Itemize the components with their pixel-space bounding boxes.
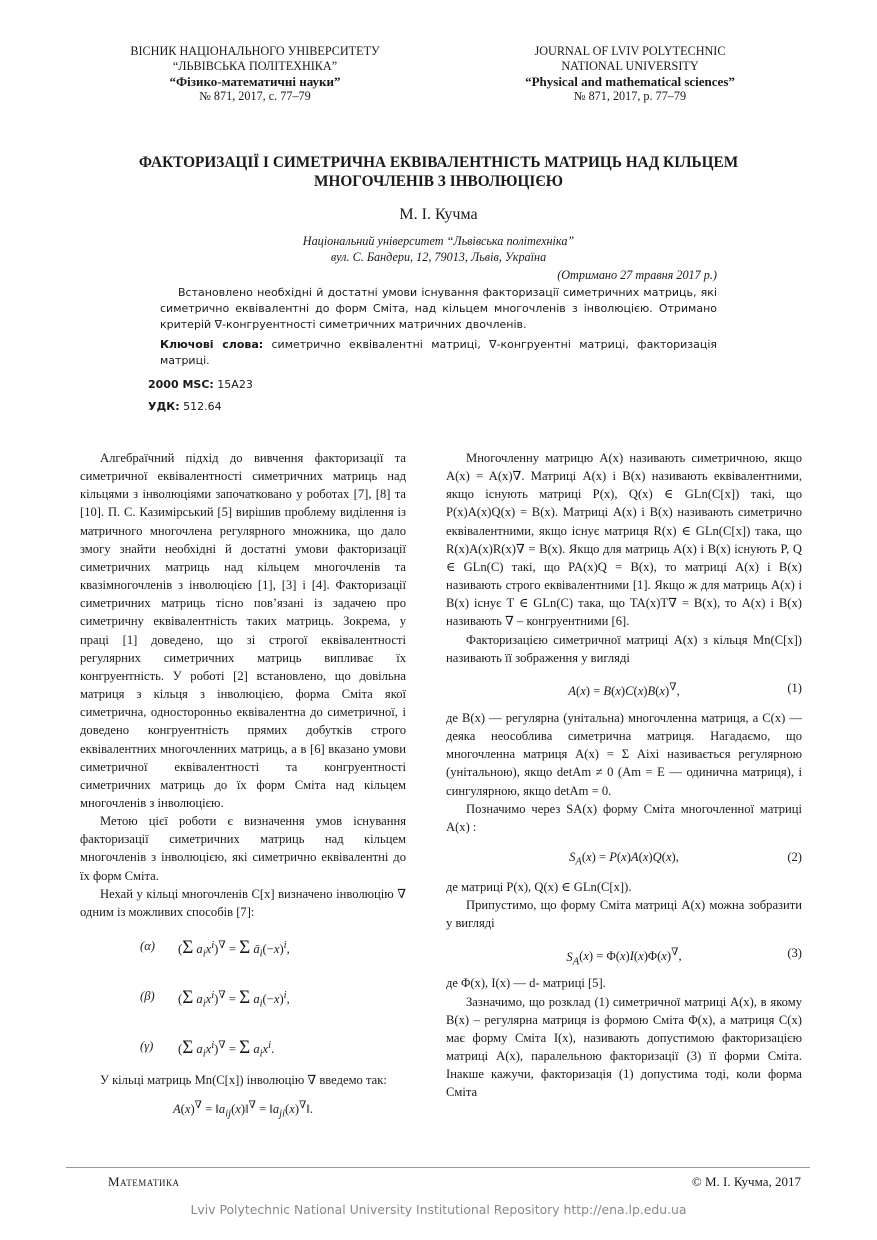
equation-expression: (Σ $a_ix^i)^\nabla = \Sigma$ $a_i(-x)^i$,	[178, 987, 290, 1010]
header-series: “Physical and mathematical sciences”	[525, 74, 735, 89]
equation-expression: $A(x)^\nabla = ‖a_{ij}(x)‖^\nabla$ = $‖a_{ji}(x)^\nabla‖$.	[172, 1100, 314, 1120]
equation-expression: $S_A(x) = \Phi(x)I(x)\Phi(x)^\nabla$,	[566, 947, 682, 968]
paragraph: де B(x) — регулярна (унітальна) многочленна матриця, а C(x) — деяка неособлива симетрична матриця. Нагадаємо, що многочленна матриця A(x) = Σ Aixi називається регулярною (унітальною), якщо detAm ≠ 0 (Am = E — одинична матриця), і сингулярною, якщо detAm = 0.	[446, 710, 802, 798]
equation-expression: A(x) = B(x)C(x)B(x)∇,	[568, 681, 680, 699]
right-column	[446, 449, 802, 1102]
equation-2	[446, 840, 802, 874]
repository-watermark: Lviv Polytechnic National University Institutional Repository http://ena.lp.edu.ua	[190, 1202, 687, 1217]
msc-line	[148, 374, 253, 396]
classification	[148, 374, 253, 418]
header-issue: № 871, 2017, p. 77–79	[573, 89, 687, 103]
udk-line	[148, 396, 253, 418]
paragraph: Многочленну матрицю A(x) називають симетричною, якщо A(x) = A(x)∇. Матриці A(x) і B(x) називають еквівалентними, якщо існують матриці P(x), Q(x) ∈ GLn(C[x]) такі, що P(x)A(x)Q(x) = B(x). Матриці A(x) і B(x) називають симетрично еквівалентними, якщо існує матриця R(x) ∈ GLn(C[x]) така, що R(x)A(x)R(x)∇ = B(x). Якщо для матриць A(x) і B(x) існують P, Q ∈ GLn(C) такі, що PA(x)Q = B(x), то матриці A(x) і B(x) називають строго еквівалентними [1]. Якщо ж для матриць A(x) і B(x) існує T ∈ GLn(C) така, що TA(x)T∇ = B(x), то A(x) і B(x) називають ∇ – конгруентними [6].	[446, 451, 802, 629]
affiliation	[0, 233, 877, 265]
equation-number: (1)	[787, 680, 802, 695]
equation-1	[446, 671, 802, 705]
title-line: ФАКТОРИЗАЦІЇ І СИМЕТРИЧНА ЕКВІВАЛЕНТНІСТЬ МАТРИЦЬ НАД КІЛЬЦЕМ	[138, 154, 739, 171]
journal-header-ukrainian	[95, 44, 415, 104]
keywords-text: симетрично еквівалентні матриці, ∇-конгруентні матриці, факторизація матриці.	[160, 338, 717, 367]
keywords	[160, 337, 717, 369]
left-column	[80, 449, 406, 1123]
received-date: (Отримано 27 травня 2017 р.)	[557, 268, 717, 282]
paragraph: У кільці матриць Mn(C[x]) інволюцію ∇ введемо так:	[100, 1073, 387, 1088]
keywords-label: Ключові слова:	[160, 338, 264, 351]
paragraph: Зазначимо, що розклад (1) симетричної матриці A(x), в якому B(x) – регулярна матриця із формою Сміта Φ(x), а матриця C(x) має форму Сміта I(x), називають допустимою факторизацією матриці A(x), паралельною факторизації (3) її форми Сміта. Інакше кажучи, факторизація (1) допустима тоді, коли форма Сміта	[446, 994, 802, 1100]
equation-label: (γ)	[140, 1039, 154, 1054]
paragraph: Алгебраїчний підхід до вивчення факторизації та симетричної еквівалентності симетричних матриць над кільцями з інволюціями започатковано у роботах [7], [8] та [10]. П. С. Казимірський [5] вирішив проблему виділення із матричного многочлена регулярного множника, що дало змогу знайти необхідні й достатні умови факторизації симетричних матриць над кільцем многочленів та квазімногочленів з інволюцією [1], [3] і [4]. Факторизації симетричних матриць тісно пов’язані із задачею про симетричну еквівалентність таких матриць. Зокрема, у праці [1] доведено, що зі строгої еквівалентності регулярних симетричних матриць випливає їх конгруентність. У роботі [2] встановлено, що довільна матриця з кільця з інволюцією, форма Сміта якої симетрична, односторонньо еквівалентна до симетричної, і доведено конгруентність прямих добутків строго еквівалентних многочленних матриць, а в [6] вказано умови симетричної еквівалентності та конгруентності симетричних матриць до їх форм Сміта над кільцем многочленів з інволюцією.	[80, 451, 406, 810]
footer-section: Математика	[108, 1174, 180, 1189]
equation-gamma	[80, 1021, 406, 1071]
affiliation-line: Національний університет “Львівська політехніка”	[302, 234, 575, 248]
equation-expression: (Σ $a_ix^i)^\nabla = \Sigma$ $a_ix^i$.	[178, 1037, 275, 1060]
equation-beta	[80, 971, 406, 1021]
equation-involution	[80, 1093, 406, 1119]
header-series: “Фізико-математичні науки”	[169, 74, 341, 89]
affiliation-line: вул. С. Бандери, 12, 79013, Львів, Україна	[330, 250, 547, 264]
paragraph: Метою цієї роботи є визначення умов існування факторизації симетричних матриць над кільцем многочленів з інволюцією, які симетрично еквівалентні до їх форм Сміта.	[80, 814, 406, 883]
paragraph: Факторизацією симетричної матриці A(x) з кільця Mn(C[x]) називають її зображення у вигляді	[446, 632, 802, 665]
equation-label: (β)	[140, 989, 155, 1004]
equation-expression: (Σ $a_ix^i)^\nabla = \Sigma$ $ā_i(-x)^i$,	[178, 937, 290, 960]
equation-expression: $S_A(x) = P(x)A(x)Q(x)$,	[569, 849, 679, 868]
udk-value: 512.64	[183, 400, 222, 413]
journal-header-english	[470, 44, 790, 104]
author-name: М. І. Кучма	[399, 206, 478, 223]
equation-3	[446, 936, 802, 970]
footer-copyright: © М. І. Кучма, 2017	[691, 1174, 801, 1189]
paragraph: Нехай у кільці многочленів C[x] визначено інволюцію ∇ одним із можливих способів [7]:	[80, 886, 406, 919]
paragraph: Припустимо, що форму Сміта матриці A(x) можна зобразити у вигляді	[446, 898, 802, 931]
header-issue: № 871, 2017, с. 77–79	[199, 89, 311, 103]
header-line: ВІСНИК НАЦІОНАЛЬНОГО УНІВЕРСИТЕТУ	[130, 44, 380, 58]
paper-title	[80, 153, 797, 191]
paragraph: де матриці P(x), Q(x) ∈ GLn(C[x]).	[446, 879, 632, 894]
msc-value: 15A23	[217, 378, 253, 391]
header-line: “ЛЬВІВСЬКА ПОЛІТЕХНІКА”	[172, 59, 338, 73]
equation-label: (α)	[140, 939, 155, 954]
header-line: NATIONAL UNIVERSITY	[561, 59, 699, 73]
paragraph: де Φ(x), I(x) — d- матриці [5].	[446, 976, 606, 991]
abstract: Встановлено необхідні й достатні умови існування факторизації симетричних матриць, які симетрично еквівалентні до форм Сміта, над кільцем многочленів з інволюцією. Отримано критерій ∇-конгруентності симетричних матричних двочленів.	[160, 286, 717, 331]
equation-number: (3)	[787, 946, 802, 961]
equation-alpha	[80, 921, 406, 971]
title-line: МНОГОЧЛЕНІВ З ІНВОЛЮЦІЄЮ	[314, 173, 563, 190]
udk-label: УДК:	[148, 400, 180, 413]
paragraph: Позначимо через SA(x) форму Сміта многочленної матриці A(x) :	[446, 801, 802, 834]
header-line: JOURNAL OF LVIV POLYTECHNIC	[534, 44, 726, 58]
footer-divider	[66, 1167, 810, 1168]
msc-label: 2000 MSC:	[148, 378, 214, 391]
equation-number: (2)	[787, 849, 802, 864]
